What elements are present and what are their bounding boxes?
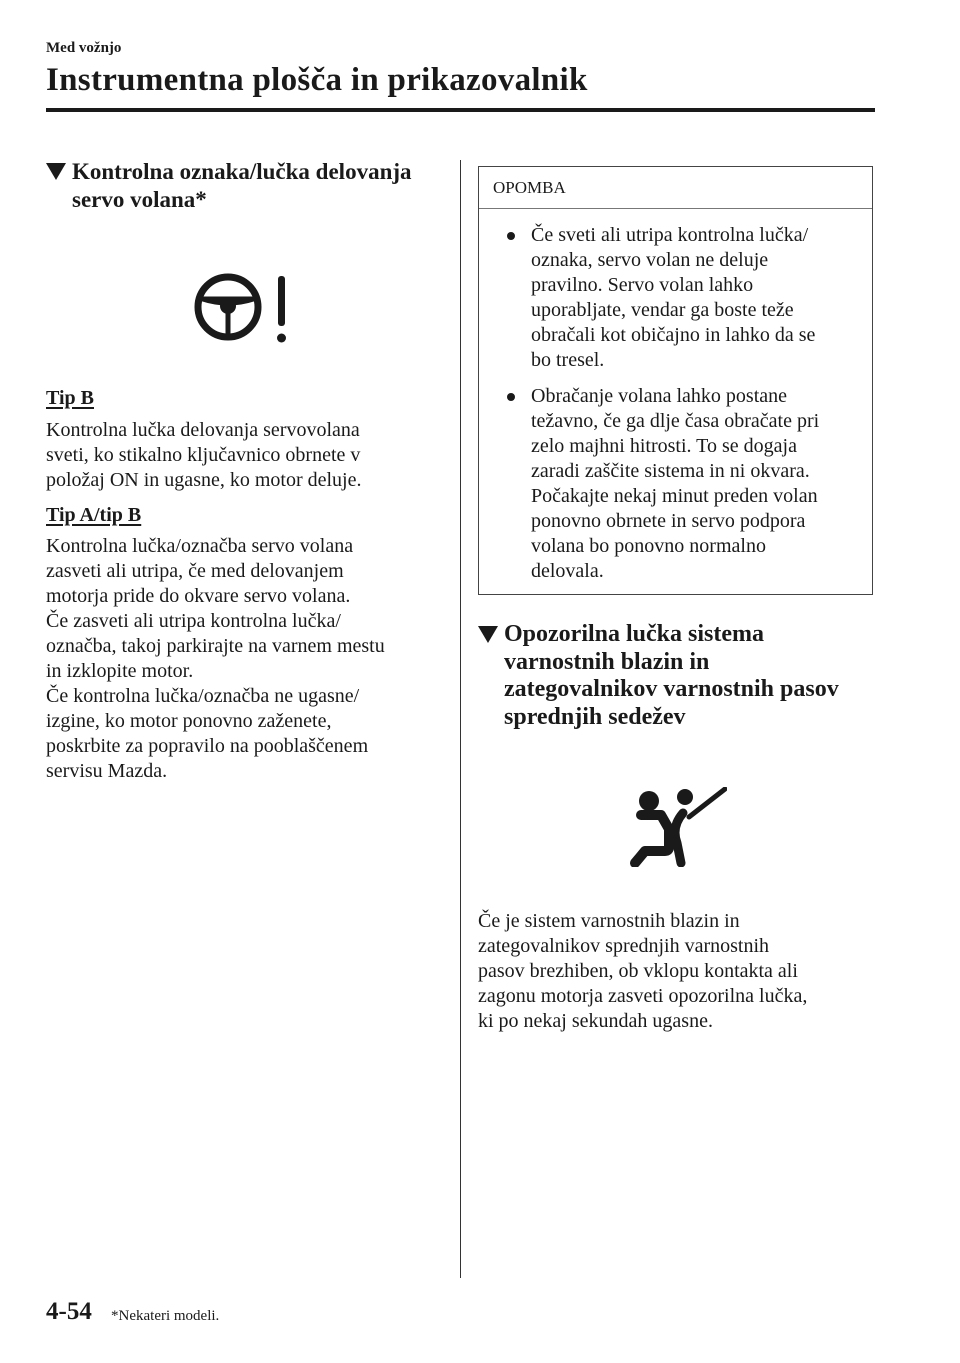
tip-ab-text (46, 534, 441, 784)
text-line: označba, takoj parkirajte na varnem mestu (46, 635, 385, 657)
text-line: zagonu motorja zasveti opozorilna lučka, (478, 985, 808, 1007)
tip-ab-label: Tip A/tip B (46, 504, 142, 526)
note-item (497, 384, 862, 584)
section-label: Med vožnjo (46, 40, 122, 56)
bullet-icon (507, 232, 515, 240)
text-line: ki po nekaj sekundah ugasne. (478, 1010, 713, 1032)
text-line: servisu Mazda. (46, 760, 168, 782)
text-line: Če sveti ali utripa kontrolna lučka/ (531, 224, 809, 246)
text-line: zasveti ali utripa, če med delovanjem (46, 560, 344, 582)
airbag-warning-icon (478, 787, 875, 877)
text-line: pasov brezhiben, ob vklopu kontakta ali (478, 960, 798, 982)
page-title: Instrumentna plošča in prikazovalnik (46, 62, 588, 98)
triangle-marker-icon (46, 163, 66, 180)
title-rule (46, 108, 875, 112)
airbag-heading (478, 621, 875, 731)
text-line: Če kontrolna lučka/označba ne ugasne/ (46, 685, 360, 707)
text-line: Če zasveti ali utripa kontrolna lučka/ (46, 610, 341, 632)
right-column (478, 166, 875, 1034)
bullet-icon (507, 393, 515, 401)
text-line: položaj ON in ugasne, ko motor deluje. (46, 469, 362, 491)
tip-b-text (46, 418, 441, 493)
text-line: težavno, če ga dlje časa obračate pri (531, 410, 820, 432)
column-divider (460, 160, 461, 1278)
text-line: zelo majhni hitrosti. To se dogaja (531, 435, 797, 457)
text-line: Počakajte nekaj minut preden volan (531, 485, 818, 507)
triangle-marker-icon (478, 626, 498, 643)
page-number: 4-54 (46, 1298, 92, 1325)
text-line: izgine, ko motor ponovno zaženete, (46, 710, 332, 732)
heading-line: varnostnih blazin in (504, 648, 710, 675)
steering-warning-icon (46, 270, 441, 360)
heading-line: zategovalnikov varnostnih pasov (504, 676, 839, 702)
text-line: zaradi zaščite sistema in ni okvara. (531, 460, 810, 482)
heading-line: servo volana* (72, 187, 207, 212)
note-item (497, 223, 862, 373)
note-list (479, 209, 872, 594)
text-line: uporabljate, vendar ga boste teže (531, 299, 794, 321)
text-line: ponovno obrnete in servo podpora (531, 510, 806, 532)
footnote: *Nekateri modeli. (111, 1308, 220, 1324)
text-line: poskrbite za popravilo na pooblaščenem (46, 735, 369, 757)
heading-line: Kontrolna oznaka/lučka delovanja (72, 159, 412, 184)
text-line: motorja pride do okvare servo volana. (46, 585, 351, 607)
text-line: delovala. (531, 560, 604, 582)
text-line: pravilno. Servo volan lahko (531, 274, 754, 296)
text-line: Obračanje volana lahko postane (531, 385, 788, 407)
note-title: OPOMBA (479, 167, 872, 209)
power-steering-heading (46, 158, 441, 214)
text-line: Če je sistem varnostnih blazin in (478, 910, 740, 932)
text-line: oznaka, servo volan ne deluje (531, 249, 769, 271)
heading-line: sprednjih sedežev (504, 703, 686, 730)
text-line: sveti, ko stikalno ključavnico obrnete v (46, 444, 361, 466)
note-box (478, 166, 873, 595)
text-line: Kontrolna lučka/označba servo volana (46, 535, 354, 557)
text-line: in izklopite motor. (46, 660, 194, 682)
tip-b-label: Tip B (46, 387, 94, 409)
airbag-text (478, 909, 875, 1034)
text-line: volana bo ponovno normalno (531, 535, 766, 557)
left-column (46, 158, 441, 784)
text-line: zategovalnikov sprednjih varnostnih (478, 935, 770, 957)
text-line: bo tresel. (531, 349, 605, 371)
text-line: Kontrolna lučka delovanja servovolana (46, 419, 360, 441)
text-line: obračali kot običajno in lahko da se (531, 324, 816, 346)
heading-line: Opozorilna lučka sistema (504, 621, 765, 647)
